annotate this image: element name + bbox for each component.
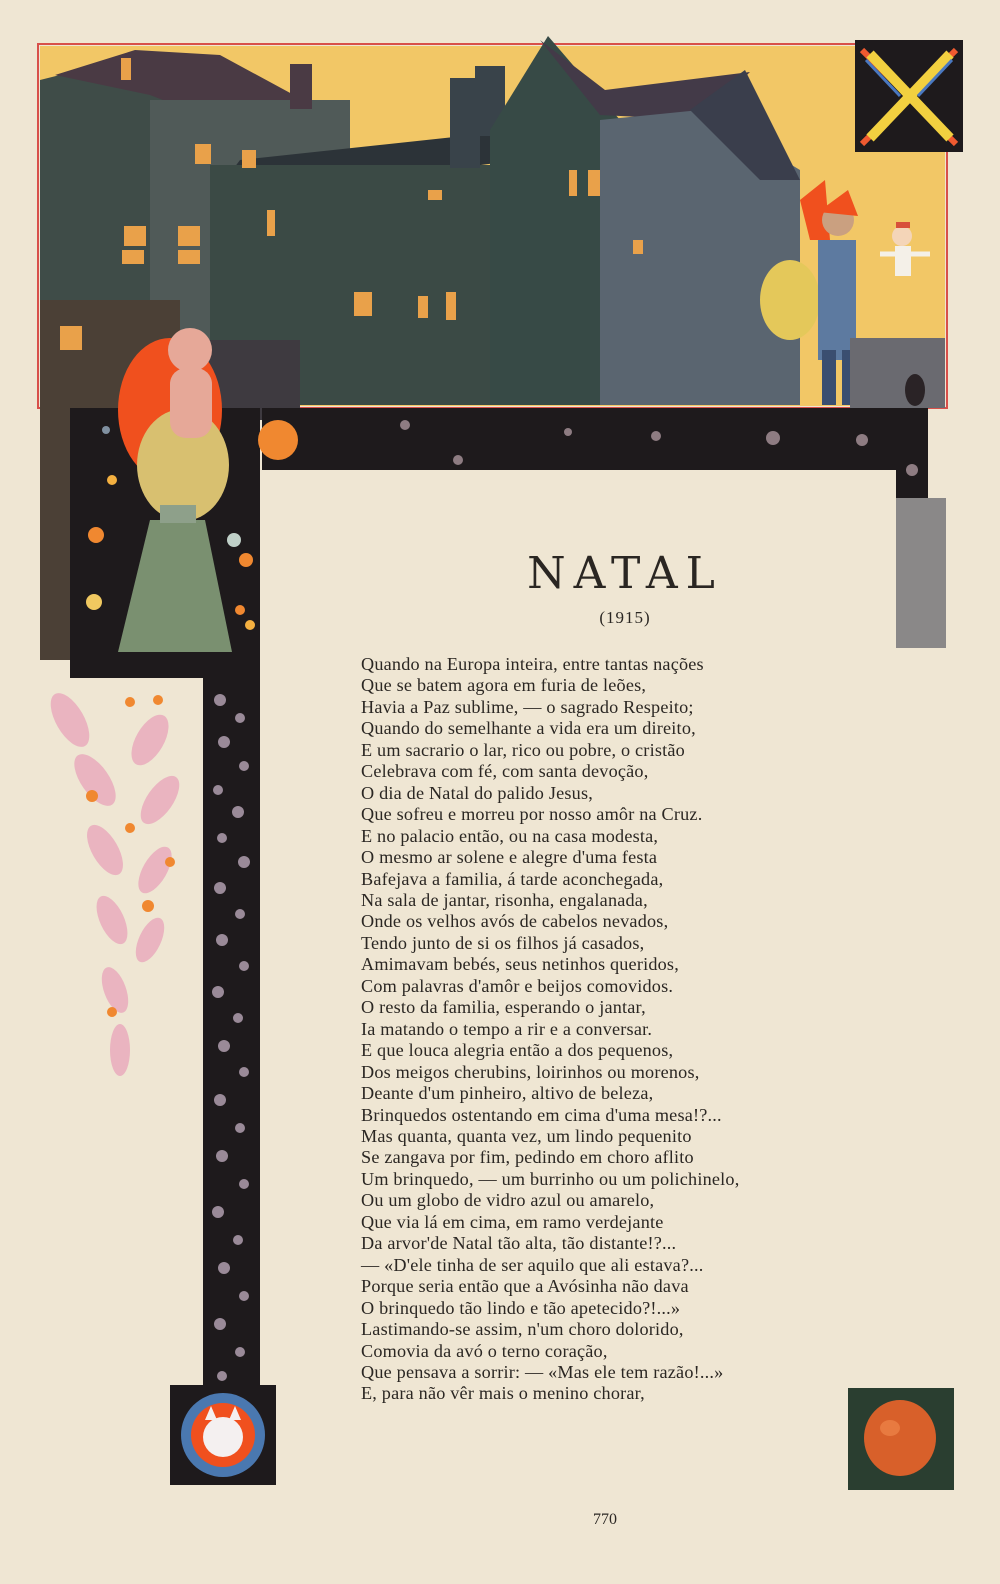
cat-ornament xyxy=(170,1385,276,1485)
poem-line: E no palacio então, ou na casa modesta, xyxy=(361,825,659,846)
heart-ornament xyxy=(848,1388,954,1490)
frame-column xyxy=(203,678,260,1390)
poem-line: E que louca alegria então a dos pequenos, xyxy=(361,1040,674,1061)
leaf-garland xyxy=(43,687,187,1076)
baby-head xyxy=(168,328,212,372)
poem-line: Mas quanta, quanta vez, um lindo pequenito xyxy=(361,1125,692,1146)
chimney-1 xyxy=(290,64,312,109)
poem-line: Brinquedos ostentando em cima d'uma mesa!?... xyxy=(361,1104,722,1125)
poem-line: Ou um globo de vidro azul ou amarelo, xyxy=(361,1190,655,1211)
baby-body xyxy=(170,368,212,438)
bell-top xyxy=(160,505,196,523)
poem-line: Quando do semelhante a vida era um direito, xyxy=(361,718,696,739)
poem-year: (1915) xyxy=(599,608,651,627)
poem-line: Que via lá em cima, em ramo verdejante xyxy=(361,1211,664,1232)
street-wall-right xyxy=(850,338,945,408)
poem-line: Um brinquedo, — um burrinho ou um polichinelo, xyxy=(361,1168,740,1189)
poem-line: Onde os velhos avós de cabelos nevados, xyxy=(361,911,669,932)
frame-gray-right xyxy=(896,498,946,648)
x-ornament xyxy=(855,40,963,152)
poem-line: O dia de Natal do palido Jesus, xyxy=(361,782,593,803)
poem-line: E um sacrario o lar, rico ou pobre, o cristão xyxy=(361,739,685,760)
poem-line: Havia a Paz sublime, — o sagrado Respeito; xyxy=(361,696,694,717)
poem-line: Tendo junto de si os filhos já casados, xyxy=(361,932,645,953)
poem-title: NATAL xyxy=(527,548,723,599)
poem-line: Que pensava a sorrir: — «Mas ele tem razão!...» xyxy=(361,1361,724,1382)
poem-line: Porque seria então que a Avósinha não dava xyxy=(361,1276,689,1297)
poem-line: O resto da familia, esperando o jantar, xyxy=(361,997,646,1018)
poem-line: Bafejava a familia, á tarde aconchegada, xyxy=(361,868,664,889)
poem-line: Que sofreu e morreu por nosso amôr na Cruz. xyxy=(361,804,703,825)
poem-line: Lastimando-se assim, n'um choro dolorido, xyxy=(361,1319,684,1340)
poem-stanza xyxy=(361,654,841,1405)
poem-line: Ia matando o tempo a rir e a conversar. xyxy=(361,1018,653,1039)
poem-line: E, para não vêr mais o menino chorar, xyxy=(361,1383,645,1404)
poem-line: Deante d'um pinheiro, altivo de beleza, xyxy=(361,1083,654,1104)
poem-line: Com palavras d'amôr e beijos comovidos. xyxy=(361,975,674,996)
poem-line: Na sala de jantar, risonha, engalanada, xyxy=(361,889,648,910)
orange-disc xyxy=(258,420,298,460)
poem-line: O mesmo ar solene e alegre d'uma festa xyxy=(361,847,658,868)
poem-line: O brinquedo tão lindo e tão apetecido?!...» xyxy=(361,1297,681,1318)
frame-band-right xyxy=(896,408,928,498)
poem-line: — «D'ele tinha de ser aquilo que ali estava?... xyxy=(361,1254,704,1275)
poem-line: Que se batem agora em furia de leões, xyxy=(361,675,647,696)
poem-line: Quando na Europa inteira, entre tantas nações xyxy=(361,654,704,674)
poem-line: Se zangava por fim, pedindo em choro aflito xyxy=(361,1147,694,1168)
poem-line: Celebrava com fé, com santa devoção, xyxy=(361,761,649,782)
frame-band-top xyxy=(262,408,928,470)
poem-line: Amimavam bebés, seus netinhos queridos, xyxy=(361,954,679,975)
poem-line: Da arvor'de Natal tão alta, tão distante!?... xyxy=(361,1233,677,1254)
page-number: 770 xyxy=(593,1511,617,1528)
bird xyxy=(905,374,925,406)
poem-line: Dos meigos cherubins, loirinhos ou morenos, xyxy=(361,1061,700,1082)
poem-line: Comovia da avó o terno coração, xyxy=(361,1340,608,1361)
